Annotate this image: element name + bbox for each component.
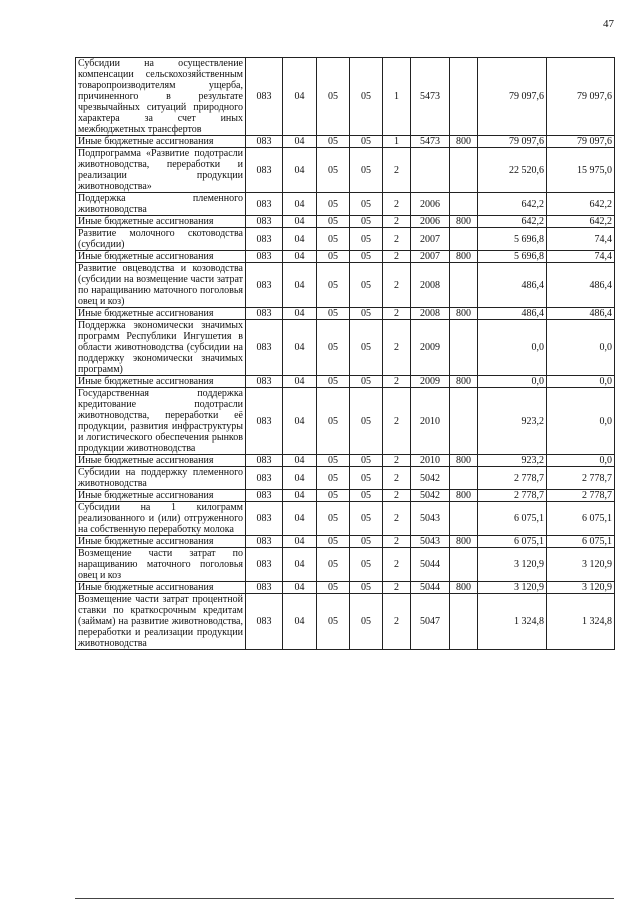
page-bottom-line [75, 898, 614, 899]
row-name-cell: Субсидии на осуществление компенсации сельскохозяйственным товаропроизводителям ущерба, причиненного в результате чрезвычайных ситуаций природного характера за счет иных межбюджетных трансфертов [76, 58, 246, 136]
amount-executed-cell: 2 778,7 [547, 467, 615, 490]
expense-type-cell: 800 [450, 136, 478, 148]
amount-approved-cell: 2 778,7 [478, 467, 547, 490]
table-row [76, 263, 615, 308]
amount-approved-cell: 923,2 [478, 455, 547, 467]
amount-approved-cell: 3 120,9 [478, 582, 547, 594]
target-article-cell: 5044 [411, 582, 450, 594]
ved-code-cell: 083 [246, 455, 283, 467]
target-article-cell: 2008 [411, 263, 450, 308]
amount-executed-cell: 0,0 [547, 455, 615, 467]
ved-code-cell: 083 [246, 594, 283, 650]
amount-executed-cell: 1 324,8 [547, 594, 615, 650]
amount-executed-cell: 74,4 [547, 251, 615, 263]
section-code-cell: 04 [283, 251, 317, 263]
target-article-cell: 2006 [411, 193, 450, 216]
amount-executed-cell: 0,0 [547, 320, 615, 376]
target-article-cell: 5043 [411, 536, 450, 548]
subprogram-code-cell: 2 [383, 582, 411, 594]
table-row [76, 148, 615, 193]
subprogram-code-cell: 2 [383, 548, 411, 582]
amount-approved-cell: 486,4 [478, 263, 547, 308]
subsection-code-cell: 05 [317, 467, 350, 490]
target-article-cell: 5044 [411, 548, 450, 582]
ved-code-cell: 083 [246, 502, 283, 536]
program-code-cell: 05 [350, 388, 383, 455]
program-code-cell: 05 [350, 490, 383, 502]
subsection-code-cell: 05 [317, 388, 350, 455]
subsection-code-cell: 05 [317, 148, 350, 193]
section-code-cell: 04 [283, 58, 317, 136]
subsection-code-cell: 05 [317, 193, 350, 216]
section-code-cell: 04 [283, 308, 317, 320]
amount-approved-cell: 6 075,1 [478, 536, 547, 548]
program-code-cell: 05 [350, 228, 383, 251]
amount-executed-cell: 79 097,6 [547, 58, 615, 136]
amount-executed-cell: 2 778,7 [547, 490, 615, 502]
section-code-cell: 04 [283, 376, 317, 388]
row-name-cell: Поддержка экономически значимых программ Республики Ингушетия в области животноводства (субсидии на поддержку экономически значимых программ) [76, 320, 246, 376]
table-row [76, 320, 615, 376]
amount-executed-cell: 642,2 [547, 216, 615, 228]
program-code-cell: 05 [350, 536, 383, 548]
amount-approved-cell: 0,0 [478, 376, 547, 388]
table-row [76, 582, 615, 594]
amount-approved-cell: 0,0 [478, 320, 547, 376]
program-code-cell: 05 [350, 582, 383, 594]
expense-type-cell [450, 502, 478, 536]
subprogram-code-cell: 1 [383, 136, 411, 148]
subprogram-code-cell: 2 [383, 490, 411, 502]
subsection-code-cell: 05 [317, 58, 350, 136]
subsection-code-cell: 05 [317, 228, 350, 251]
page-number: 47 [603, 18, 614, 30]
row-name-cell: Иные бюджетные ассигнования [76, 251, 246, 263]
budget-table [75, 57, 615, 650]
row-name-cell: Иные бюджетные ассигнования [76, 582, 246, 594]
ved-code-cell: 083 [246, 216, 283, 228]
ved-code-cell: 083 [246, 536, 283, 548]
program-code-cell: 05 [350, 308, 383, 320]
program-code-cell: 05 [350, 502, 383, 536]
subprogram-code-cell: 2 [383, 376, 411, 388]
amount-executed-cell: 74,4 [547, 228, 615, 251]
subprogram-code-cell: 2 [383, 536, 411, 548]
section-code-cell: 04 [283, 548, 317, 582]
expense-type-cell: 800 [450, 376, 478, 388]
amount-executed-cell: 0,0 [547, 388, 615, 455]
subsection-code-cell: 05 [317, 490, 350, 502]
section-code-cell: 04 [283, 502, 317, 536]
expense-type-cell: 800 [450, 536, 478, 548]
subprogram-code-cell: 2 [383, 502, 411, 536]
subprogram-code-cell: 2 [383, 216, 411, 228]
expense-type-cell [450, 594, 478, 650]
amount-executed-cell: 15 975,0 [547, 148, 615, 193]
subprogram-code-cell: 2 [383, 388, 411, 455]
subsection-code-cell: 05 [317, 320, 350, 376]
section-code-cell: 04 [283, 582, 317, 594]
expense-type-cell: 800 [450, 251, 478, 263]
subsection-code-cell: 05 [317, 455, 350, 467]
row-name-cell: Развитие овцеводства и козоводства (субсидии на возмещение части затрат по наращиванию маточного поголовья овец и коз) [76, 263, 246, 308]
ved-code-cell: 083 [246, 320, 283, 376]
program-code-cell: 05 [350, 193, 383, 216]
target-article-cell: 5473 [411, 136, 450, 148]
section-code-cell: 04 [283, 136, 317, 148]
row-name-cell: Иные бюджетные ассигнования [76, 308, 246, 320]
amount-executed-cell: 3 120,9 [547, 548, 615, 582]
ved-code-cell: 083 [246, 228, 283, 251]
row-name-cell: Подпрограмма «Развитие подотрасли животноводства, переработки и реализации продукции животноводства» [76, 148, 246, 193]
table-row [76, 594, 615, 650]
ved-code-cell: 083 [246, 308, 283, 320]
target-article-cell: 5042 [411, 467, 450, 490]
table-row [76, 548, 615, 582]
target-article-cell: 2009 [411, 376, 450, 388]
target-article-cell: 2009 [411, 320, 450, 376]
row-name-cell: Субсидии на поддержку племенного животноводства [76, 467, 246, 490]
row-name-cell: Государственная поддержка кредитование подотрасли животноводства, переработки её продукции, развития инфраструктуры и логистического обеспечения рынков продукции животноводства [76, 388, 246, 455]
subprogram-code-cell: 2 [383, 148, 411, 193]
expense-type-cell [450, 263, 478, 308]
amount-executed-cell: 486,4 [547, 308, 615, 320]
row-name-cell: Иные бюджетные ассигнования [76, 136, 246, 148]
table-row [76, 455, 615, 467]
amount-executed-cell: 79 097,6 [547, 136, 615, 148]
target-article-cell: 5043 [411, 502, 450, 536]
subsection-code-cell: 05 [317, 376, 350, 388]
subprogram-code-cell: 2 [383, 594, 411, 650]
program-code-cell: 05 [350, 58, 383, 136]
row-name-cell: Возмещение части затрат процентной ставки по краткосрочным кредитам (займам) на развитие животноводства, переработки и реализации продукции животноводства [76, 594, 246, 650]
ved-code-cell: 083 [246, 490, 283, 502]
subsection-code-cell: 05 [317, 536, 350, 548]
amount-executed-cell: 486,4 [547, 263, 615, 308]
expense-type-cell: 800 [450, 216, 478, 228]
program-code-cell: 05 [350, 263, 383, 308]
expense-type-cell: 800 [450, 582, 478, 594]
subsection-code-cell: 05 [317, 216, 350, 228]
amount-approved-cell: 79 097,6 [478, 58, 547, 136]
amount-approved-cell: 2 778,7 [478, 490, 547, 502]
amount-executed-cell: 642,2 [547, 193, 615, 216]
table-row [76, 58, 615, 136]
target-article-cell: 2006 [411, 216, 450, 228]
subprogram-code-cell: 2 [383, 467, 411, 490]
ved-code-cell: 083 [246, 136, 283, 148]
subsection-code-cell: 05 [317, 548, 350, 582]
table-row [76, 228, 615, 251]
table-row [76, 376, 615, 388]
program-code-cell: 05 [350, 148, 383, 193]
program-code-cell: 05 [350, 251, 383, 263]
row-name-cell: Поддержка племенного животноводства [76, 193, 246, 216]
ved-code-cell: 083 [246, 582, 283, 594]
expense-type-cell: 800 [450, 308, 478, 320]
amount-executed-cell: 3 120,9 [547, 582, 615, 594]
expense-type-cell [450, 58, 478, 136]
subprogram-code-cell: 2 [383, 455, 411, 467]
ved-code-cell: 083 [246, 388, 283, 455]
subsection-code-cell: 05 [317, 502, 350, 536]
ved-code-cell: 083 [246, 376, 283, 388]
expense-type-cell [450, 320, 478, 376]
table-row [76, 490, 615, 502]
program-code-cell: 05 [350, 455, 383, 467]
section-code-cell: 04 [283, 216, 317, 228]
ved-code-cell: 083 [246, 58, 283, 136]
amount-executed-cell: 6 075,1 [547, 536, 615, 548]
row-name-cell: Субсидии на 1 килограмм реализованного и (или) отгруженного на собственную переработку молока [76, 502, 246, 536]
ved-code-cell: 083 [246, 148, 283, 193]
row-name-cell: Иные бюджетные ассигнования [76, 216, 246, 228]
section-code-cell: 04 [283, 467, 317, 490]
row-name-cell: Возмещение части затрат по наращиванию маточного поголовья овец и коз [76, 548, 246, 582]
target-article-cell: 5047 [411, 594, 450, 650]
subprogram-code-cell: 2 [383, 228, 411, 251]
ved-code-cell: 083 [246, 193, 283, 216]
ved-code-cell: 083 [246, 467, 283, 490]
row-name-cell: Иные бюджетные ассигнования [76, 536, 246, 548]
target-article-cell: 2007 [411, 228, 450, 251]
subprogram-code-cell: 1 [383, 58, 411, 136]
subprogram-code-cell: 2 [383, 193, 411, 216]
section-code-cell: 04 [283, 594, 317, 650]
section-code-cell: 04 [283, 490, 317, 502]
ved-code-cell: 083 [246, 251, 283, 263]
section-code-cell: 04 [283, 455, 317, 467]
amount-executed-cell: 6 075,1 [547, 502, 615, 536]
subsection-code-cell: 05 [317, 582, 350, 594]
section-code-cell: 04 [283, 320, 317, 376]
target-article-cell: 2007 [411, 251, 450, 263]
table-row [76, 467, 615, 490]
section-code-cell: 04 [283, 193, 317, 216]
subprogram-code-cell: 2 [383, 320, 411, 376]
subsection-code-cell: 05 [317, 594, 350, 650]
amount-approved-cell: 5 696,8 [478, 228, 547, 251]
table-row [76, 502, 615, 536]
amount-approved-cell: 22 520,6 [478, 148, 547, 193]
expense-type-cell [450, 388, 478, 455]
ved-code-cell: 083 [246, 548, 283, 582]
subprogram-code-cell: 2 [383, 308, 411, 320]
program-code-cell: 05 [350, 216, 383, 228]
expense-type-cell [450, 467, 478, 490]
target-article-cell [411, 148, 450, 193]
amount-approved-cell: 642,2 [478, 193, 547, 216]
target-article-cell: 5473 [411, 58, 450, 136]
table-row [76, 388, 615, 455]
program-code-cell: 05 [350, 548, 383, 582]
row-name-cell: Иные бюджетные ассигнования [76, 490, 246, 502]
expense-type-cell [450, 148, 478, 193]
expense-type-cell [450, 548, 478, 582]
expense-type-cell [450, 193, 478, 216]
row-name-cell: Иные бюджетные ассигнования [76, 376, 246, 388]
program-code-cell: 05 [350, 594, 383, 650]
section-code-cell: 04 [283, 228, 317, 251]
table-row [76, 251, 615, 263]
amount-approved-cell: 1 324,8 [478, 594, 547, 650]
target-article-cell: 2010 [411, 455, 450, 467]
program-code-cell: 05 [350, 136, 383, 148]
table-row [76, 193, 615, 216]
table-row [76, 136, 615, 148]
expense-type-cell: 800 [450, 455, 478, 467]
subsection-code-cell: 05 [317, 308, 350, 320]
section-code-cell: 04 [283, 148, 317, 193]
amount-approved-cell: 486,4 [478, 308, 547, 320]
section-code-cell: 04 [283, 263, 317, 308]
expense-type-cell [450, 228, 478, 251]
amount-approved-cell: 3 120,9 [478, 548, 547, 582]
program-code-cell: 05 [350, 467, 383, 490]
amount-approved-cell: 6 075,1 [478, 502, 547, 536]
target-article-cell: 5042 [411, 490, 450, 502]
table-row [76, 308, 615, 320]
amount-executed-cell: 0,0 [547, 376, 615, 388]
expense-type-cell: 800 [450, 490, 478, 502]
ved-code-cell: 083 [246, 263, 283, 308]
table-row [76, 216, 615, 228]
target-article-cell: 2010 [411, 388, 450, 455]
program-code-cell: 05 [350, 320, 383, 376]
section-code-cell: 04 [283, 536, 317, 548]
subsection-code-cell: 05 [317, 263, 350, 308]
subprogram-code-cell: 2 [383, 251, 411, 263]
subprogram-code-cell: 2 [383, 263, 411, 308]
amount-approved-cell: 79 097,6 [478, 136, 547, 148]
amount-approved-cell: 642,2 [478, 216, 547, 228]
subsection-code-cell: 05 [317, 136, 350, 148]
row-name-cell: Развитие молочного скотоводства (субсидии) [76, 228, 246, 251]
amount-approved-cell: 5 696,8 [478, 251, 547, 263]
row-name-cell: Иные бюджетные ассигнования [76, 455, 246, 467]
program-code-cell: 05 [350, 376, 383, 388]
subsection-code-cell: 05 [317, 251, 350, 263]
amount-approved-cell: 923,2 [478, 388, 547, 455]
section-code-cell: 04 [283, 388, 317, 455]
target-article-cell: 2008 [411, 308, 450, 320]
table-row [76, 536, 615, 548]
